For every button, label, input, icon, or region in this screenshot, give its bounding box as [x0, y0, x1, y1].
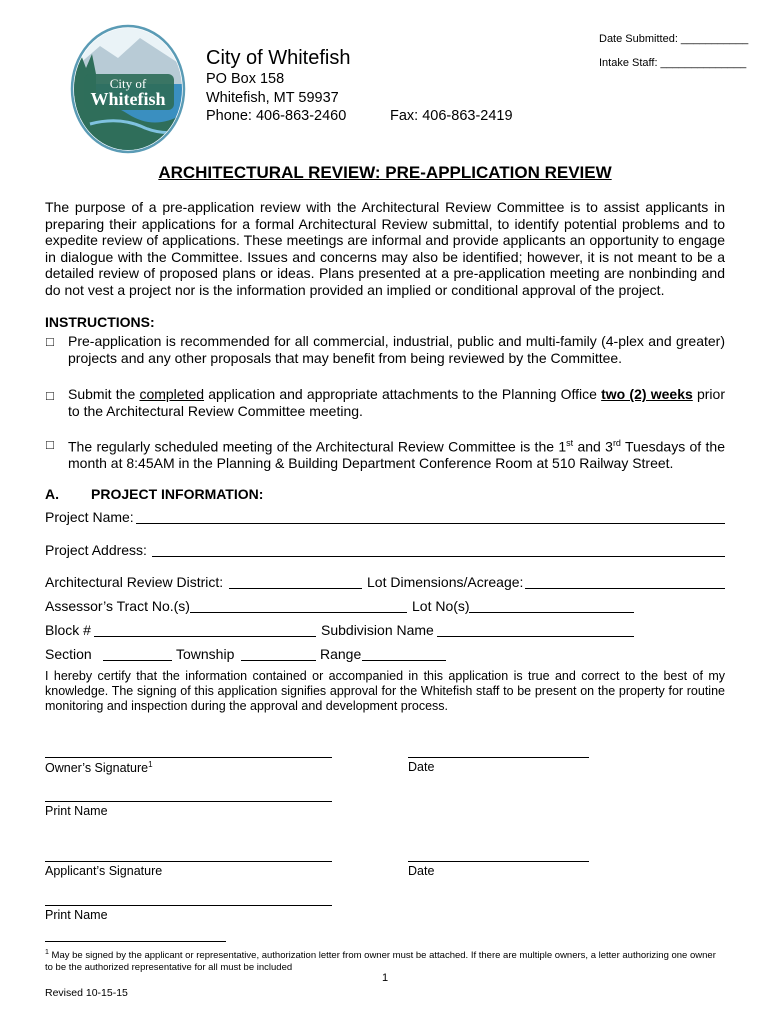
project-address-field[interactable] [152, 556, 725, 557]
page-number: 1 [381, 972, 389, 984]
assessors-tract-label: Assessor’s Tract No.(s) [45, 598, 190, 614]
po-box: PO Box 158 [206, 71, 285, 87]
checkbox-1[interactable]: □ [46, 334, 54, 349]
township-label: Township [176, 646, 235, 662]
fax: Fax: 406-863-2419 [390, 108, 513, 124]
footnote-divider [45, 941, 226, 942]
project-name-label: Project Name: [45, 509, 134, 525]
owner-date-label: Date [408, 760, 435, 774]
phone: Phone: 406-863-2460 [206, 108, 347, 124]
owner-print-name-field[interactable] [45, 801, 332, 802]
section-a-letter: A. [45, 486, 59, 502]
ar-district-field[interactable] [229, 588, 362, 589]
city-logo [70, 24, 186, 154]
owner-signature-label: Owner’s Signature$^1$ [45, 760, 153, 776]
checkbox-3[interactable]: □ [46, 437, 54, 452]
block-label: Block # [45, 622, 91, 638]
project-name-field[interactable] [136, 523, 725, 524]
instruction-2: Submit the completed application and appropriate attachments to the Planning Office two (2) weeks prior to the Architectural Review Committee meeting. [68, 386, 725, 419]
range-label: Range [320, 646, 362, 662]
logo-text-line1: City of [109, 76, 147, 91]
page-title: ARCHITECTURAL REVIEW: PRE-APPLICATION REVIEW [158, 163, 612, 182]
applicant-print-name-label: Print Name [45, 908, 108, 922]
applicant-signature-field[interactable] [45, 861, 332, 862]
checkbox-2[interactable]: □ [46, 388, 54, 403]
ar-district-label: Architectural Review District: [45, 574, 224, 590]
subdivision-field[interactable] [437, 636, 634, 637]
lot-dimensions-label: Lot Dimensions/Acreage: [367, 574, 524, 590]
owner-date-field[interactable] [408, 757, 589, 758]
block-field[interactable] [94, 636, 316, 637]
assessors-tract-field[interactable] [190, 612, 407, 613]
applicant-date-field[interactable] [408, 861, 589, 862]
intake-staff: Intake Staff: ______________ [599, 57, 747, 69]
section-field[interactable] [103, 660, 172, 661]
certification-paragraph: I hereby certify that the information contained or accompanied in this application is true and correct to the best of my knowledge. The signing of this application signifies approval for the Whitefish staff to be present on the property for routine monitoring and inspection during the approval and development process. [45, 669, 725, 713]
applicant-print-name-field[interactable] [45, 905, 332, 906]
township-field[interactable] [241, 660, 316, 661]
city-name: City of Whitefish [206, 47, 351, 69]
subdivision-label: Subdivision Name [321, 622, 434, 638]
project-address-label: Project Address: [45, 542, 147, 558]
instruction-1: Pre-application is recommended for all commercial, industrial, public and multi-family (4-plex and greater) projects and any other proposals that may benefit from being reviewed by the Committee. [68, 333, 725, 366]
date-submitted: Date Submitted: ___________ [599, 33, 749, 45]
section-label: Section [45, 646, 92, 662]
city-state-zip: Whitefish, MT 59937 [206, 90, 339, 106]
lot-nos-label: Lot No(s) [412, 598, 470, 614]
lot-nos-field[interactable] [469, 612, 634, 613]
purpose-paragraph: The purpose of a pre-application review with the Architectural Review Committee is to assist applicants in preparing their applications for a formal Architectural Review submittal, to identify potential problems and to expedite review of applications. These meetings are informal and provide applicants an opportunity to engage in dialogue with the Committee. Issues and concerns may also be identified; however, it is not meant to be a detailed review of proposed plans or ideas. Plans presented at a pre-application meeting are nonbinding and do not vest a project nor is the information provided an implied or conditional approval of the project. [45, 199, 725, 298]
instruction-3: The regularly scheduled meeting of the Architectural Review Committee is the 1st and 3rd Tuesdays of the month at 8:45AM in the Planning & Building Department Conference Room at 510 Railway Street. [68, 438, 725, 472]
lot-dimensions-field[interactable] [525, 588, 725, 589]
owner-print-name-label: Print Name [45, 804, 108, 818]
owner-signature-field[interactable] [45, 757, 332, 758]
range-field[interactable] [362, 660, 446, 661]
revised-date: Revised 10-15-15 [45, 987, 128, 999]
applicant-date-label: Date [408, 864, 435, 878]
section-a-heading: PROJECT INFORMATION: [91, 486, 264, 502]
logo-text-line2: Whitefish [90, 89, 166, 109]
applicant-signature-label: Applicant’s Signature [45, 864, 163, 878]
footnote: $^1$ May be signed by the applicant or representative, authorization letter from owner must be attached. If there are multiple owners, a letter authorizing one owner to be the authorized representative for all must be included [45, 949, 716, 974]
instructions-heading: INSTRUCTIONS: [45, 314, 155, 330]
